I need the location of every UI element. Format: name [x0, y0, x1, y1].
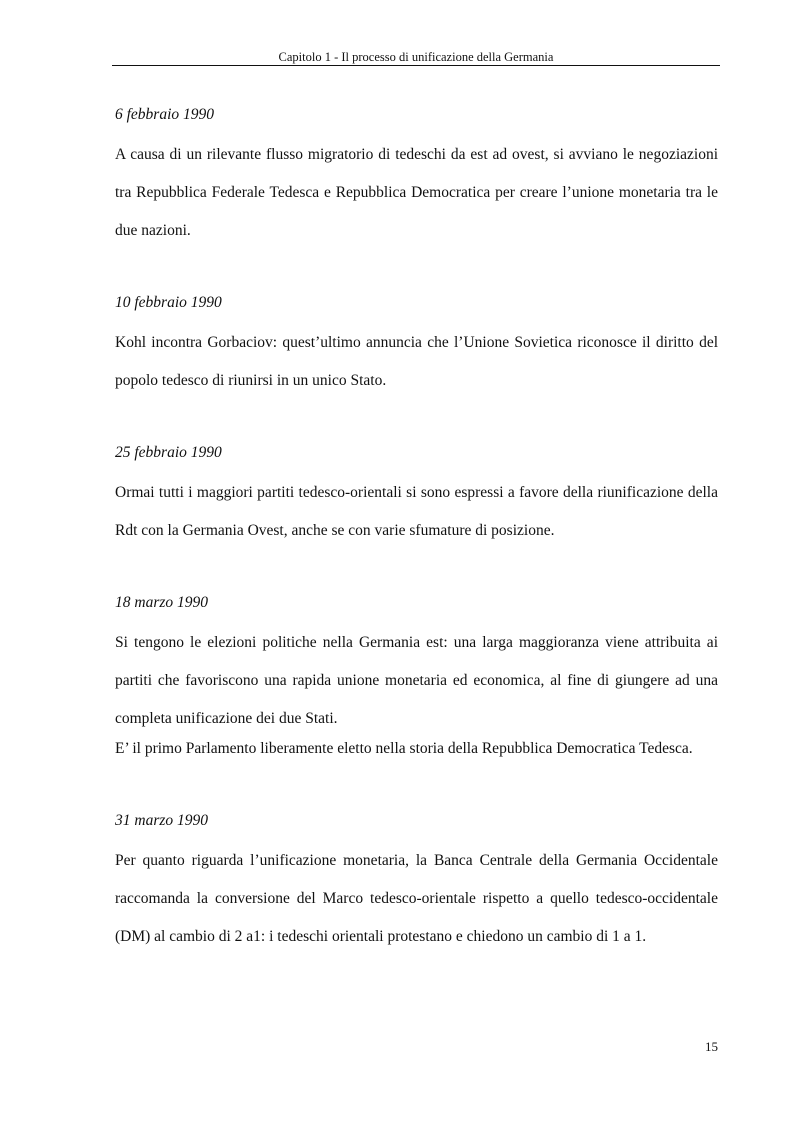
entry-date: 25 febbraio 1990: [115, 444, 222, 461]
entry-date: 31 marzo 1990: [115, 812, 209, 829]
timeline-entry: [115, 807, 718, 956]
entry-date: 6 febbraio 1990: [115, 106, 215, 123]
timeline-entry: [115, 589, 718, 768]
entry-paragraph: Si tengono le elezioni politiche nella Germania est: una larga maggioranza viene attribuita ai partiti che favoriscono una rapida unione monetaria ed economica, al fine di giungere ad una completa unificazione dei due Stati.: [115, 634, 718, 727]
running-header: Capitolo 1 - Il processo di unificazione della Germania: [278, 50, 554, 64]
entry-paragraph: Ormai tutti i maggiori partiti tedesco-orientali si sono espressi a favore della riunificazione della Rdt con la Germania Ovest, anche se con varie sfumature di posizione.: [115, 484, 718, 539]
page-content: [115, 101, 718, 995]
entry-date: 18 marzo 1990: [115, 594, 209, 611]
timeline-entry: [115, 289, 718, 400]
entry-paragraph: A causa di un rilevante flusso migratorio di tedeschi da est ad ovest, si avviano le negoziazioni tra Repubblica Federale Tedesca e Repubblica Democratica per creare l’unione monetaria tra le due nazioni.: [115, 146, 718, 239]
header-rule: [112, 65, 720, 66]
entry-paragraph: Kohl incontra Gorbaciov: quest’ultimo annuncia che l’Unione Sovietica riconosce il diritto del popolo tedesco di riunirsi in un unico Stato.: [115, 334, 718, 389]
entry-date: 10 febbraio 1990: [115, 294, 222, 311]
timeline-entry: [115, 101, 718, 250]
timeline-entry: [115, 439, 718, 550]
page-number: 15: [705, 1039, 718, 1054]
entry-paragraph: E’ il primo Parlamento liberamente eletto nella storia della Repubblica Democratica Tedesca.: [115, 740, 693, 757]
entry-paragraph: Per quanto riguarda l’unificazione monetaria, la Banca Centrale della Germania Occidentale raccomanda la conversione del Marco tedesco-orientale rispetto a quello tedesco-occidentale (DM) al cambio di 2 a1: i tedeschi orientali protestano e chiedono un cambio di 1 a 1.: [115, 852, 718, 945]
